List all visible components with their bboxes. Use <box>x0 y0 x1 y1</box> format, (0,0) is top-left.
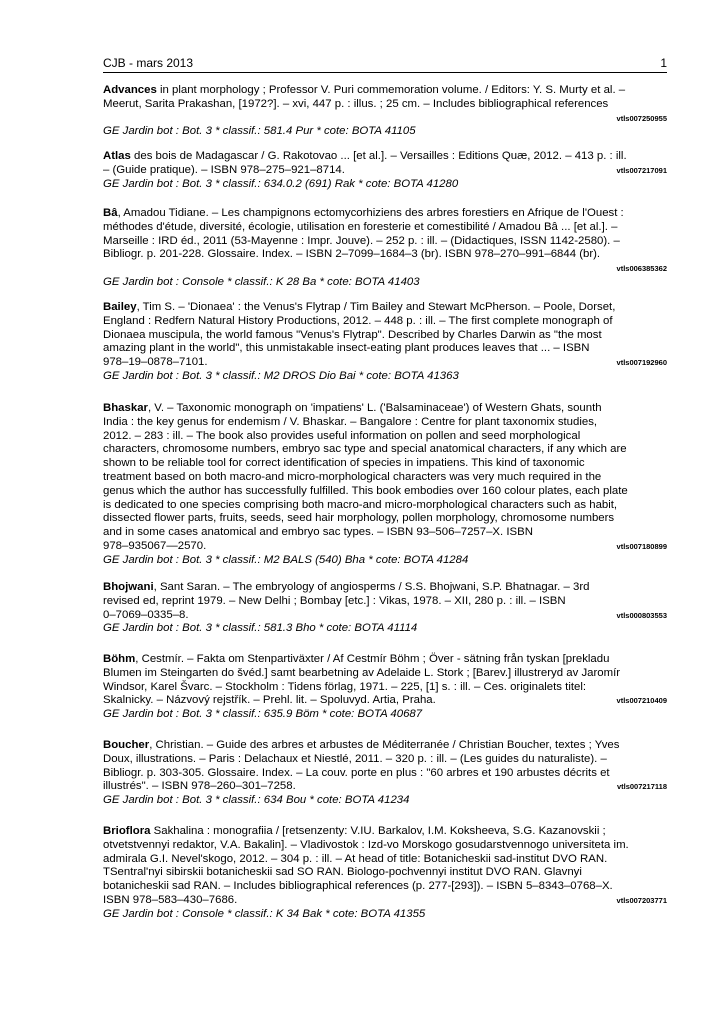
entry-heading: Brioflora <box>103 825 151 837</box>
location-line: GE Jardin bot : Bot. 3 * classif.: M2 BALS (540) Bha * cote: BOTA 41284 <box>103 553 469 566</box>
entry-line: England : Redfern Natural History Productions, 2012. – 448 p. : ill. – The first complete monograph of <box>103 314 613 327</box>
record-id: vtls007217118 <box>616 782 667 792</box>
entry-line: Skalnicky. – Názvový rejstřík. – Prehl. lit. – Spoluvyd. Artia, Praha. <box>103 694 436 707</box>
location-line: GE Jardin bot : Bot. 3 * classif.: 634 Bou * cote: BOTA 41234 <box>103 794 410 807</box>
catalog-entry <box>103 825 667 922</box>
entry-line: ISBN 978–583–430–7686. <box>103 893 238 906</box>
catalog-entry <box>103 402 667 568</box>
record-id: vtls007192960 <box>616 358 667 368</box>
entry-line: is dedicated to one species comprising both macro-and micro-morphological characters such as habit, <box>103 498 618 511</box>
location-line: GE Jardin bot : Bot. 3 * classif.: 635.9 Böm * cote: BOTA 40687 <box>103 708 423 721</box>
entry-line: characters, chromosome numbers, embryo sac type and special anatomical characters, if any which are <box>103 443 627 456</box>
page-header <box>103 56 667 73</box>
entry-line: , Cestmír. – Fakta om Stenpartiväxter / Af Cestmír Böhm ; Över - sätning från tyskan [prekladu <box>135 653 610 665</box>
entry-description <box>103 84 667 112</box>
page-number: 1 <box>660 56 667 70</box>
record-id: vtls007250955 <box>616 113 667 123</box>
header-title: CJB - mars 2013 <box>103 56 194 70</box>
entry-line: Bibliogr. p. 201-228. Glossaire. Index. – ISBN 2–7099–1684–3 (br). ISBN 978–270–991–6844 (br). <box>103 248 601 261</box>
entry-line: Meerut, Sarita Prakashan, [1972?]. – xvi, 447 p. : illus. ; 25 cm. – Includes bibliographical references <box>103 97 609 110</box>
entry-description <box>103 739 667 794</box>
catalog-entry <box>103 653 667 722</box>
entry-line: and in some cases anatomical and embryo sac types. – ISBN 93–506–7257–X. ISBN <box>103 526 533 539</box>
entry-line: 978–935067—2570. <box>103 539 207 552</box>
entry-line: botanicheskii sad RAN. – Includes bibliographical references (p. 277-[293]). – ISBN 5–8343–0768–X. <box>103 880 613 893</box>
entry-line: revised ed, reprint 1979. – New Delhi ; Bombay [etc.] : Vikas, 1978. – XII, 280 p. : ill. – ISBN <box>103 594 566 607</box>
entry-heading: Boucher <box>103 739 150 751</box>
catalog-entry <box>103 84 667 139</box>
location-line: GE Jardin bot : Bot. 3 * classif.: M2 DROS Dio Bai * cote: BOTA 41363 <box>103 369 459 382</box>
entry-line: Marseille : IRD éd., 2011 (53-Mayenne : Impr. Jouve). – 252 p. : ill. – (Didactiques, ISSN 1142-2580). – <box>103 234 620 247</box>
entry-line: dissected flower parts, fruits, seeds, seed hair morphology, pollen morphology, chromosome numbers <box>103 512 615 525</box>
entry-line: amazing plant in the world", this unmistakable insect-eating plant produces leaves that ... – ISBN <box>103 342 590 355</box>
entry-line: , Sant Saran. – The embryology of angiosperms / S.S. Bhojwani, S.P. Bhatnagar. – 3rd <box>153 581 590 593</box>
entry-line: TSentral'nyi sibirskii botanicheskii sad SO RAN. Biologo-pochvennyi institut DVO RAN. Glavnyi <box>103 866 582 879</box>
entry-heading: Bhaskar <box>103 402 148 414</box>
entry-line: 2012. – 283 : ill. – The book also provides useful information on pollen and seed morphological <box>103 429 581 442</box>
entry-line: Sakhalina : monografiia / [retsenzenty: V.IU. Barkalov, I.M. Koksheeva, S.G. Kazanovskii ; <box>150 825 606 837</box>
entry-heading: Advances <box>103 84 157 96</box>
entry-line: des bois de Madagascar / G. Rakotovao ... [et al.]. – Versailles : Editions Quæ, 2012. – 413 p. : ill. <box>130 150 627 162</box>
entry-description <box>103 207 667 262</box>
entry-line: India : the key genus for endemism / V. Bhaskar. – Bangalore : Centre for plant taxonomix studies, <box>103 415 598 428</box>
entry-description <box>103 150 667 178</box>
catalog-entry <box>103 581 667 636</box>
catalog-entry <box>103 301 667 384</box>
entry-line: méthodes d'étude, diversité, écologie, utilisation en foresterie et comestibilité / Amadou Bâ ... [et al.]. – <box>103 220 618 233</box>
entry-line: 978–19–0878–7101. <box>103 356 208 369</box>
catalog-entry <box>103 207 667 290</box>
entry-line: admirala G.I. Nevel'skogo, 2012. – 304 p. : ill. – At head of title: Botanicheskii sad-institut DVO RAN. <box>103 852 608 865</box>
entry-heading: Bhojwani <box>103 581 154 593</box>
entry-heading: Böhm <box>103 653 136 665</box>
record-id: vtls006385362 <box>616 264 667 274</box>
entry-description <box>103 402 667 554</box>
entry-line: , Christian. – Guide des arbres et arbustes de Méditerranée / Christian Boucher, textes ; Yves <box>149 739 620 751</box>
entry-heading: Bâ <box>103 207 118 219</box>
record-id: vtls000803553 <box>616 610 667 620</box>
record-id: vtls007210409 <box>616 696 667 706</box>
entry-heading: Bailey <box>103 301 137 313</box>
entry-description <box>103 825 667 908</box>
entry-line: treatment based on both macro-and micro-morphological characters was very much required in the <box>103 470 602 483</box>
entry-line: Windsor, Karel Švarc. – Stockholm : Tidens förlag, 1971. – 225, [1] s. : ill. – Ces. originalets titel: <box>103 680 587 693</box>
entry-line: illustrés". – ISBN 978–260–301–7258. <box>103 780 296 793</box>
entry-line: genus which the author has successfully fulfilled. This book embodies over 160 colour plates, each plate <box>103 484 628 497</box>
entry-line: – (Guide pratique). – ISBN 978–275–921–8714. <box>103 163 345 176</box>
entry-line: Dionaea muscipula, the world famous "Venus's Flytrap". Described by Charles Darwin as "the most <box>103 328 602 341</box>
location-line: GE Jardin bot : Bot. 3 * classif.: 581.3 Bho * cote: BOTA 41114 <box>103 622 418 635</box>
entry-line: in plant morphology ; Professor V. Puri commemoration volume. / Editors: Y. S. Murty et al. – <box>156 84 626 96</box>
catalog-entry <box>103 150 667 191</box>
record-id: vtls007180899 <box>616 541 667 551</box>
entry-line: shown to be reliable tool for correct identification of species in impatiens. This kind of taxonomic <box>103 457 585 470</box>
entry-description <box>103 301 667 370</box>
location-line: GE Jardin bot : Bot. 3 * classif.: 634.0.2 (691) Rak * cote: BOTA 41280 <box>103 177 459 190</box>
entry-line: , Amadou Tidiane. – Les champignons ectomycorhiziens des arbres forestiers en Afrique de l'Ouest : <box>117 207 624 219</box>
catalog-entry <box>103 739 667 808</box>
location-line: GE Jardin bot : Bot. 3 * classif.: 581.4 Pur * cote: BOTA 41105 <box>103 125 416 138</box>
location-line: GE Jardin bot : Console * classif.: K 28 Ba * cote: BOTA 41403 <box>103 275 420 288</box>
entry-description <box>103 653 667 708</box>
entry-line: , V. – Taxonomic monograph on 'impatiens' L. ('Balsaminaceae') of Western Ghats, sounth <box>147 402 602 414</box>
record-id: vtls007203771 <box>616 895 667 905</box>
entry-heading: Atlas <box>103 150 131 162</box>
location-line: GE Jardin bot : Console * classif.: K 34 Bak * cote: BOTA 41355 <box>103 907 426 920</box>
entry-line: Blumen im Steingarten do švéd.] samt bearbetning av Adelaide L. Stork ; [Barev.] illustreryd av Jaromír <box>103 666 621 679</box>
entry-line: otvetstvennyi redaktor, V.A. Bakalin]. – Vladivostok : Izd-vo Morskogo gosudarstvennogo universiteta im. <box>103 838 629 851</box>
entry-line: Doux, illustrations. – Paris : Delachaux et Niestlé, 2011. – 320 p. : ill. – (Les guides du naturaliste). – <box>103 752 607 765</box>
entry-line: 0–7069–0335–8. <box>103 608 189 621</box>
entry-line: , Tim S. – 'Dionaea' : the Venus's Flytrap / Tim Bailey and Stewart McPherson. – Poole, Dorset, <box>136 301 616 313</box>
entry-line: Bibliogr. p. 303-305. Glossaire. Index. – La couv. porte en plus : "60 arbres et 190 arbustes décrits et <box>103 766 610 779</box>
record-id: vtls007217091 <box>616 165 667 175</box>
entry-description <box>103 581 667 622</box>
